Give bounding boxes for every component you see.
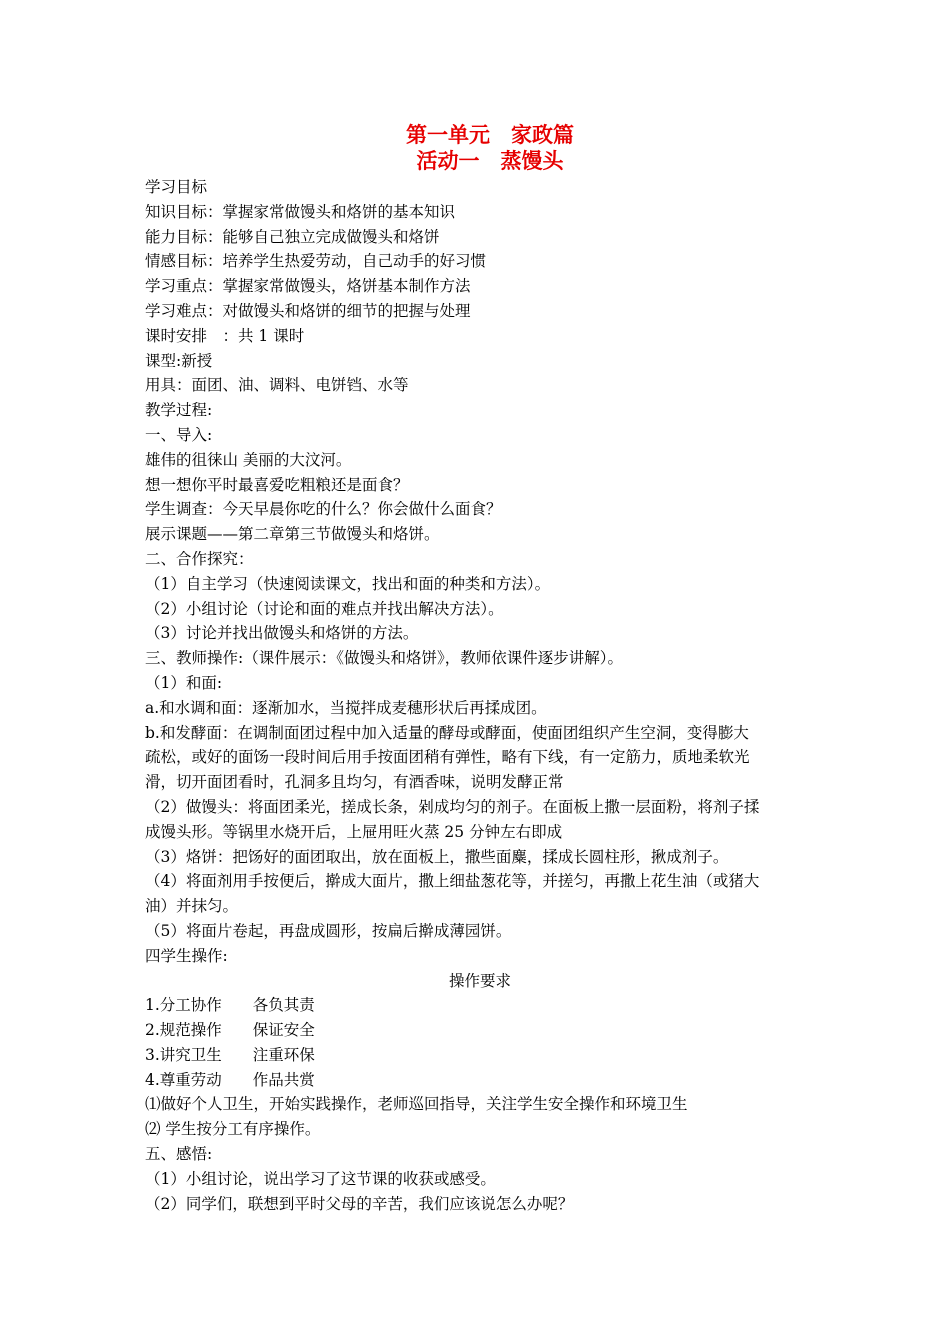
paragraph-line: ⑵ 学生按分工有序操作。 [145,1120,321,1139]
list-item: （1）自主学习（快速阅读课文，找出和面的种类和方法）。 [145,574,551,593]
key-point: 学习重点：掌握家常做馒头，烙饼基本制作方法 [145,277,471,296]
paragraph-line: 滑，切开面团看时，孔洞多且均匀，有酒香味，说明发酵正常 [145,773,564,792]
unit-title: 第一单元 家政篇 [406,122,574,147]
paragraph-line: （4）将面剂用手按便后，擀成大面片，撒上细盐葱花等，并搓匀，再撒上花生油（或猪大 [145,872,760,891]
section-teacher-operation: 三、教师操作:（课件展示：《做馒头和烙饼》，教师依课件逐步讲解）。 [145,649,623,668]
paragraph-line: （3）烙饼：把饧好的面团取出，放在面板上，撒些面麋，揉成长圆柱形，揪成剂子。 [145,847,729,866]
knowledge-goal: 知识目标：掌握家常做馒头和烙饼的基本知识 [145,202,456,221]
list-item: （2）同学们，联想到平时父母的辛苦，我们应该说怎么办呢？ [145,1194,574,1213]
class-hours: 课时安排 ：共 1 课时 [145,326,305,345]
paragraph-line: （5）将面片卷起，再盘成圆形，按扁后擀成薄园饼。 [145,921,512,940]
section-heading-learning-goals: 学习目标 [145,178,208,196]
requirement-item: 2.规范操作 保证安全 [145,1021,315,1040]
requirement-item: 1.分工协作 各负其责 [145,996,315,1015]
tools: 用具：面团、油、调料、电饼铛、水等 [145,376,409,395]
ability-goal: 能力目标：能够自己独立完成做馒头和烙饼 [145,227,440,246]
list-item: （1）和面: [145,673,223,692]
list-item: （3）讨论并找出做馒头和烙饼的方法。 [145,624,419,643]
operation-requirements-heading: 操作要求 [448,971,511,990]
paragraph-line: ⑴做好个人卫生，开始实践操作，老师巡回指导，关注学生安全操作和环境卫生 [145,1095,688,1114]
list-item: （2）小组讨论（讨论和面的难点并找出解决方法）。 [145,599,504,618]
paragraph-line: 想一想你平时最喜爱吃粗粮还是面食？ [145,475,409,494]
difficulty: 学习难点：对做馒头和烙饼的细节的把握与处理 [145,301,471,320]
document-body [145,175,815,1216]
teaching-process-heading: 教学过程: [145,401,213,420]
paragraph-line: 学生调查：今天早晨你吃的什么？你会做什么面食？ [145,500,502,519]
section-student-operation: 四学生操作: [145,946,228,965]
section-cooperative-inquiry: 二、合作探究： [145,549,254,568]
paragraph-line: （2）做馒头：将面团柔光，搓成长条，剁成均匀的剂子。在面板上撒一层面粉，将剂子揉 [145,797,760,816]
paragraph-line: a.和水调和面：逐渐加水，当搅拌成麦穗形状后再揉成团。 [145,698,547,717]
section-reflection: 五、感悟: [145,1145,213,1164]
lesson-type: 课型:新授 [145,351,213,370]
emotion-goal: 情感目标：培养学生热爱劳动，自己动手的好习惯 [145,252,487,271]
paragraph-line: b.和发酵面：在调制面团过程中加入适量的酵母或酵面，使面团组织产生空洞，变得膨大 [145,723,749,742]
requirement-item: 4.尊重劳动 作品共赏 [145,1070,315,1089]
paragraph-line: 展示课题——第二章第三节做馒头和烙饼。 [145,525,440,544]
paragraph-line: 雄伟的徂徕山 美丽的大汶河。 [145,450,352,469]
activity-title: 活动一 蒸馒头 [416,148,564,173]
paragraph-line: 成馒头形。等锅里水烧开后，上屉用旺火蒸 25 分钟左右即成 [145,822,563,841]
section-introduction: 一、导入: [145,425,213,444]
list-item: （1）小组讨论，说出学习了这节课的收获或感受。 [145,1169,496,1188]
paragraph-line: 油）并抹匀。 [145,897,239,916]
paragraph-line: 疏松，或好的面饧一段时间后用手按面团稍有弹性，略有下线，有一定筋力，质地柔软光 [145,748,750,767]
requirement-item: 3.讲究卫生 注重环保 [145,1045,315,1064]
